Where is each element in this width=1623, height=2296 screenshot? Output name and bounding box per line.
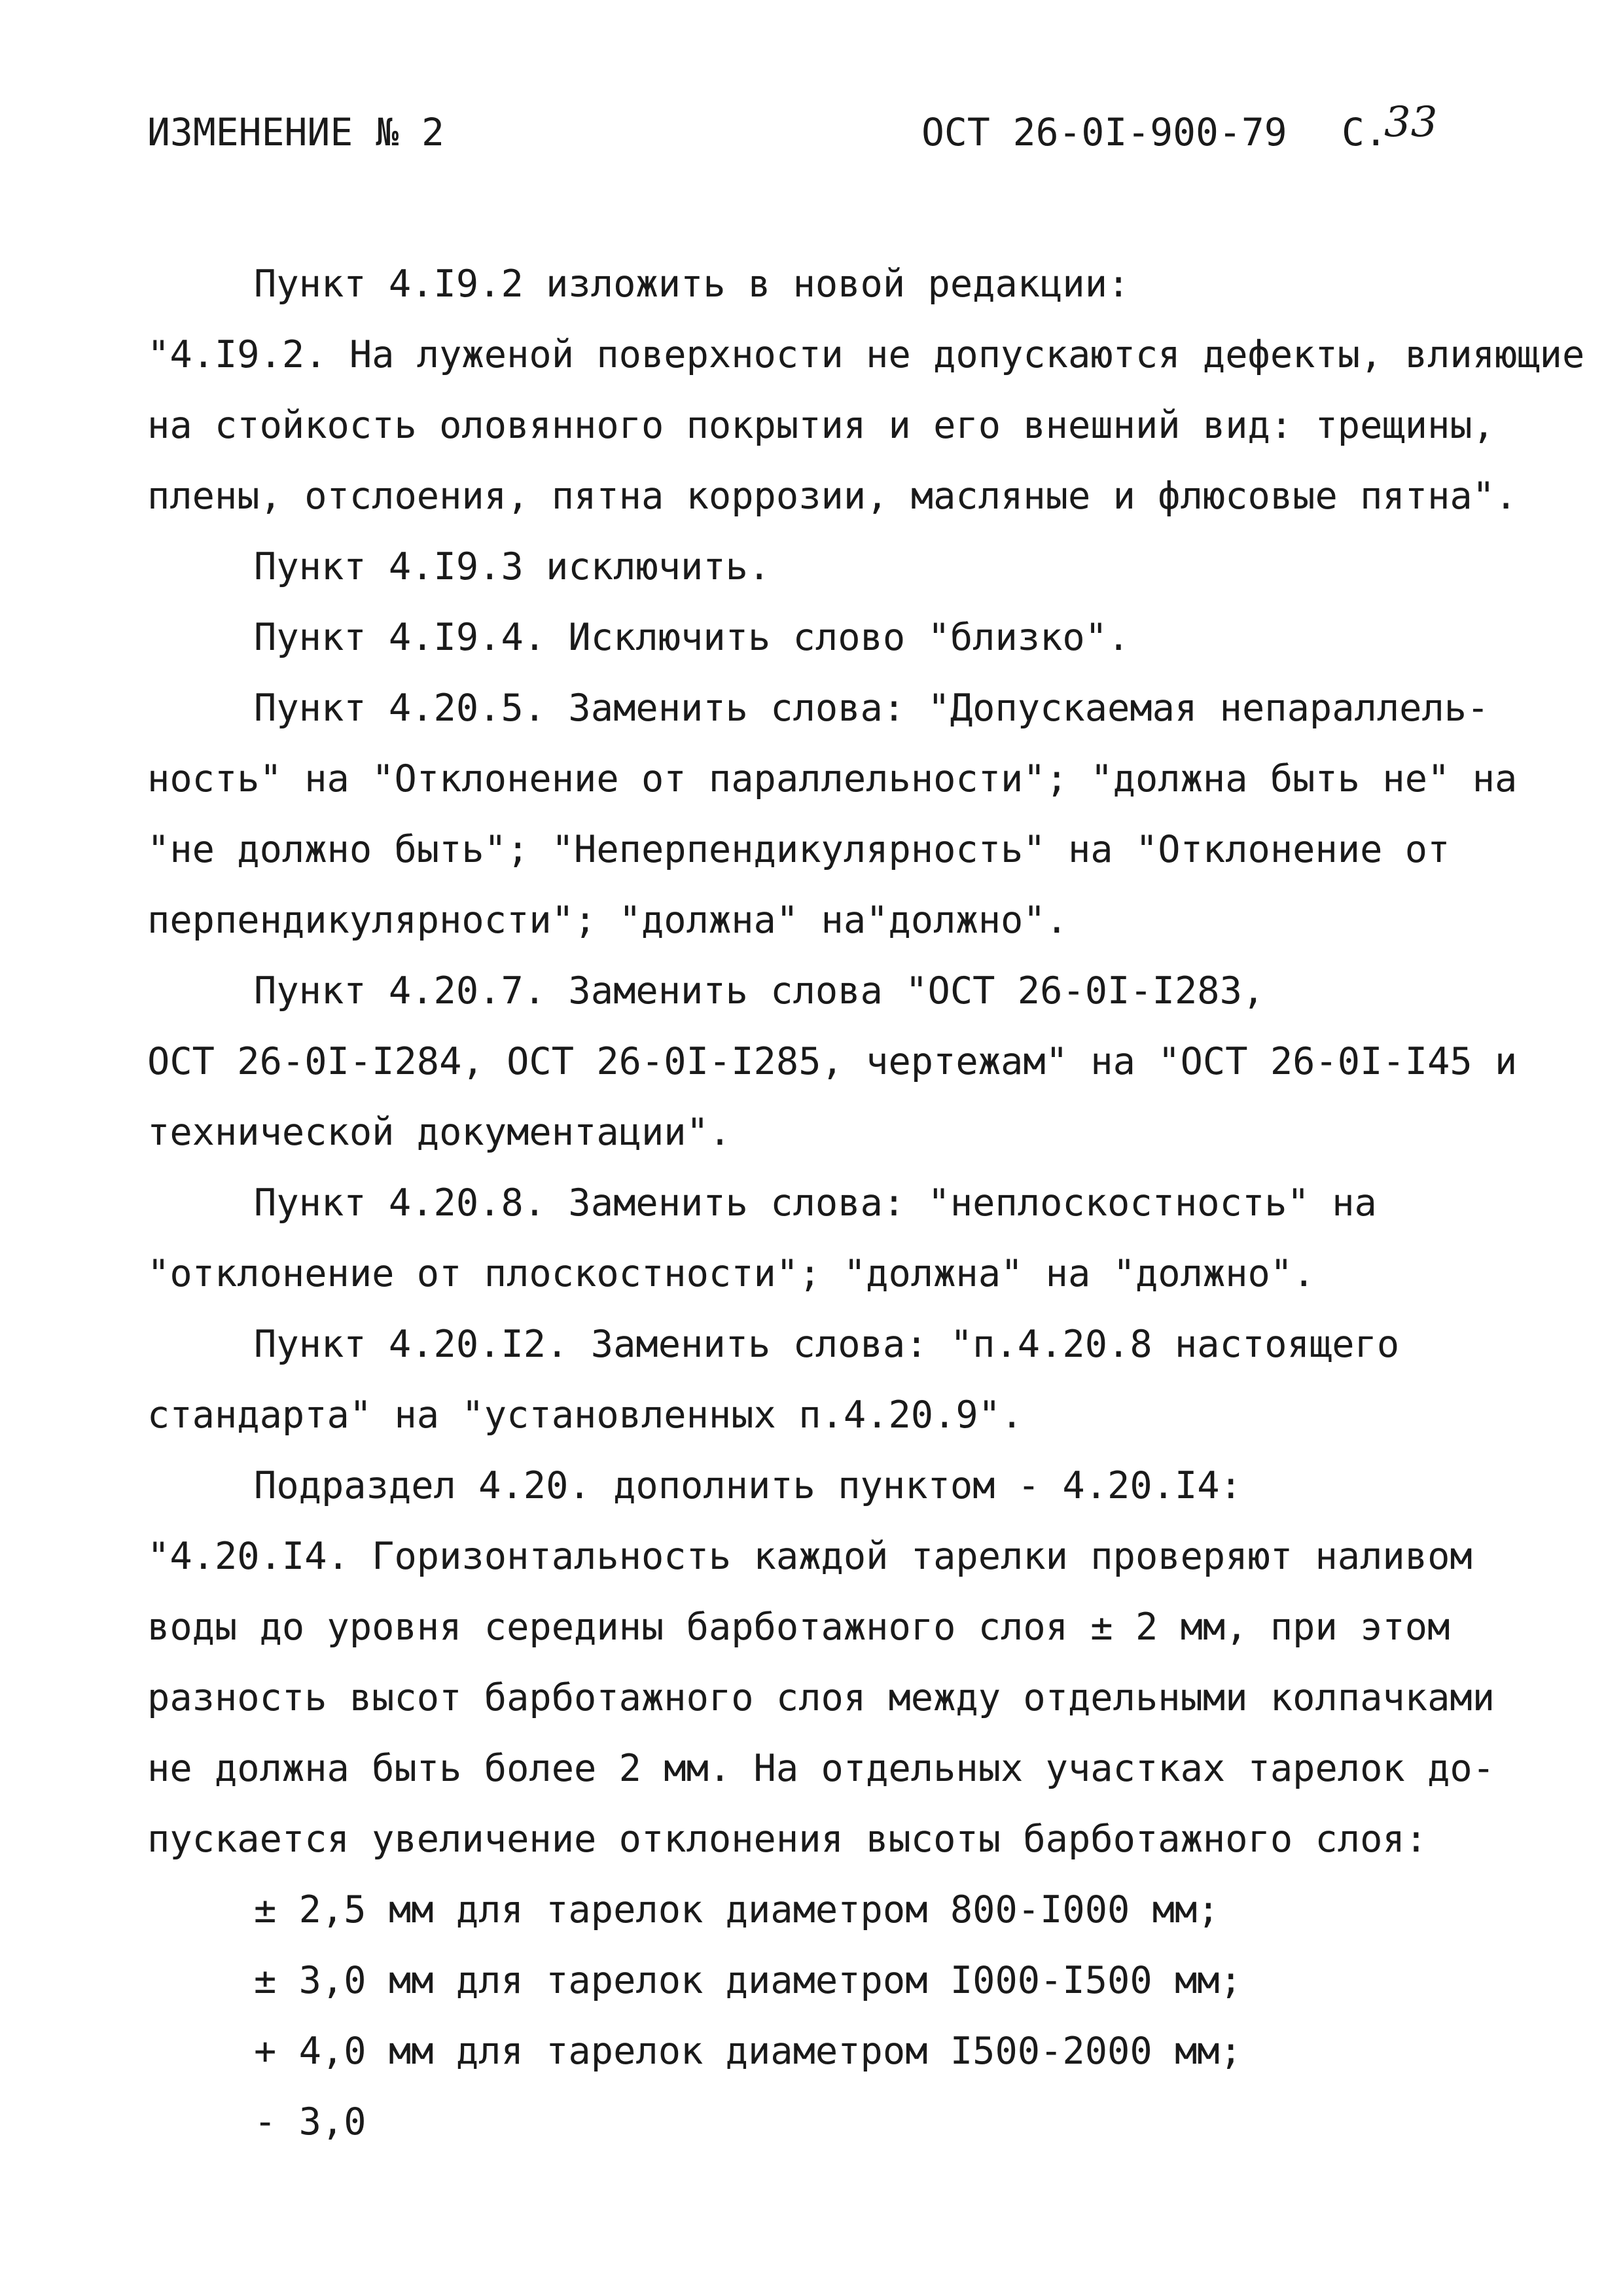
text-line: ОСТ 26-0I-I284, ОСТ 26-0I-I285, чертежам" на "ОСТ 26-0I-I45 и [147, 1040, 1518, 1083]
text-line: ± 2,5 мм для тарелок диаметром 800-I000 мм; [254, 1888, 1220, 1931]
text-line: Пункт 4.I9.2 изложить в новой редакции: [254, 262, 1130, 306]
text-line: ± 3,0 мм для тарелок диаметром I000-I500 мм; [254, 1959, 1242, 2002]
text-line: "4.20.I4. Горизонтальность каждой тарелки проверяют наливом [147, 1535, 1472, 1578]
text-line: + 4,0 мм для тарелок диаметром I500-2000 мм; [254, 2030, 1242, 2073]
text-line: ность" на "Отклонение от параллельности"; "должна быть не" на [147, 757, 1518, 800]
text-line: пускается увеличение отклонения высоты барботажного слоя: [147, 1818, 1428, 1861]
text-line: плены, отслоения, пятна коррозии, масляные и флюсовые пятна". [147, 475, 1518, 518]
text-line: стандарта" на "установленных п.4.20.9". [147, 1393, 1024, 1437]
text-line: Пункт 4.20.I2. Заменить слова: "п.4.20.8 настоящего [254, 1323, 1400, 1366]
standard-code: ОСТ 26-0I-900-79 [921, 110, 1287, 154]
text-line: Пункт 4.I9.3 исключить. [254, 545, 771, 588]
text-line: воды до уровня середины барботажного слоя ± 2 мм, при этом [147, 1605, 1450, 1649]
text-line: - 3,0 [254, 2100, 366, 2144]
text-line: Пункт 4.20.5. Заменить слова: "Допускаемая непараллель- [254, 687, 1489, 730]
document-body [147, 249, 1585, 2157]
text-line: разность высот барботажного слоя между отдельными колпачками [147, 1676, 1495, 1719]
text-line: Пункт 4.I9.4. Исключить слово "близко". [254, 616, 1130, 659]
text-line: Пункт 4.20.8. Заменить слова: "неплоскостность" на [254, 1181, 1377, 1225]
text-line: Подраздел 4.20. дополнить пунктом - 4.20.I4: [254, 1464, 1242, 1507]
text-line: "не должно быть"; "Неперпендикулярность" на "Отклонение от [147, 828, 1450, 871]
text-line: не должна быть более 2 мм. На отдельных участках тарелок до- [147, 1747, 1495, 1790]
text-line: перпендикулярности"; "должна" на"должно". [147, 899, 1068, 942]
text-line: Пункт 4.20.7. Заменить слова "ОСТ 26-0I-I283, [254, 969, 1265, 1013]
text-line: технической документации". [147, 1111, 732, 1154]
change-notice-title: ИЗМЕНЕНИЕ № 2 [147, 110, 444, 154]
text-line: "отклонение от плоскостности"; "должна" на "должно". [147, 1252, 1315, 1295]
text-line: "4.I9.2. На луженой поверхности не допускаются дефекты, влияющие [147, 333, 1585, 376]
page-label: С. [1342, 110, 1387, 154]
text-line: на стойкость оловянного покрытия и его внешний вид: трещины, [147, 404, 1495, 447]
page-number: 33 [1384, 98, 1438, 147]
